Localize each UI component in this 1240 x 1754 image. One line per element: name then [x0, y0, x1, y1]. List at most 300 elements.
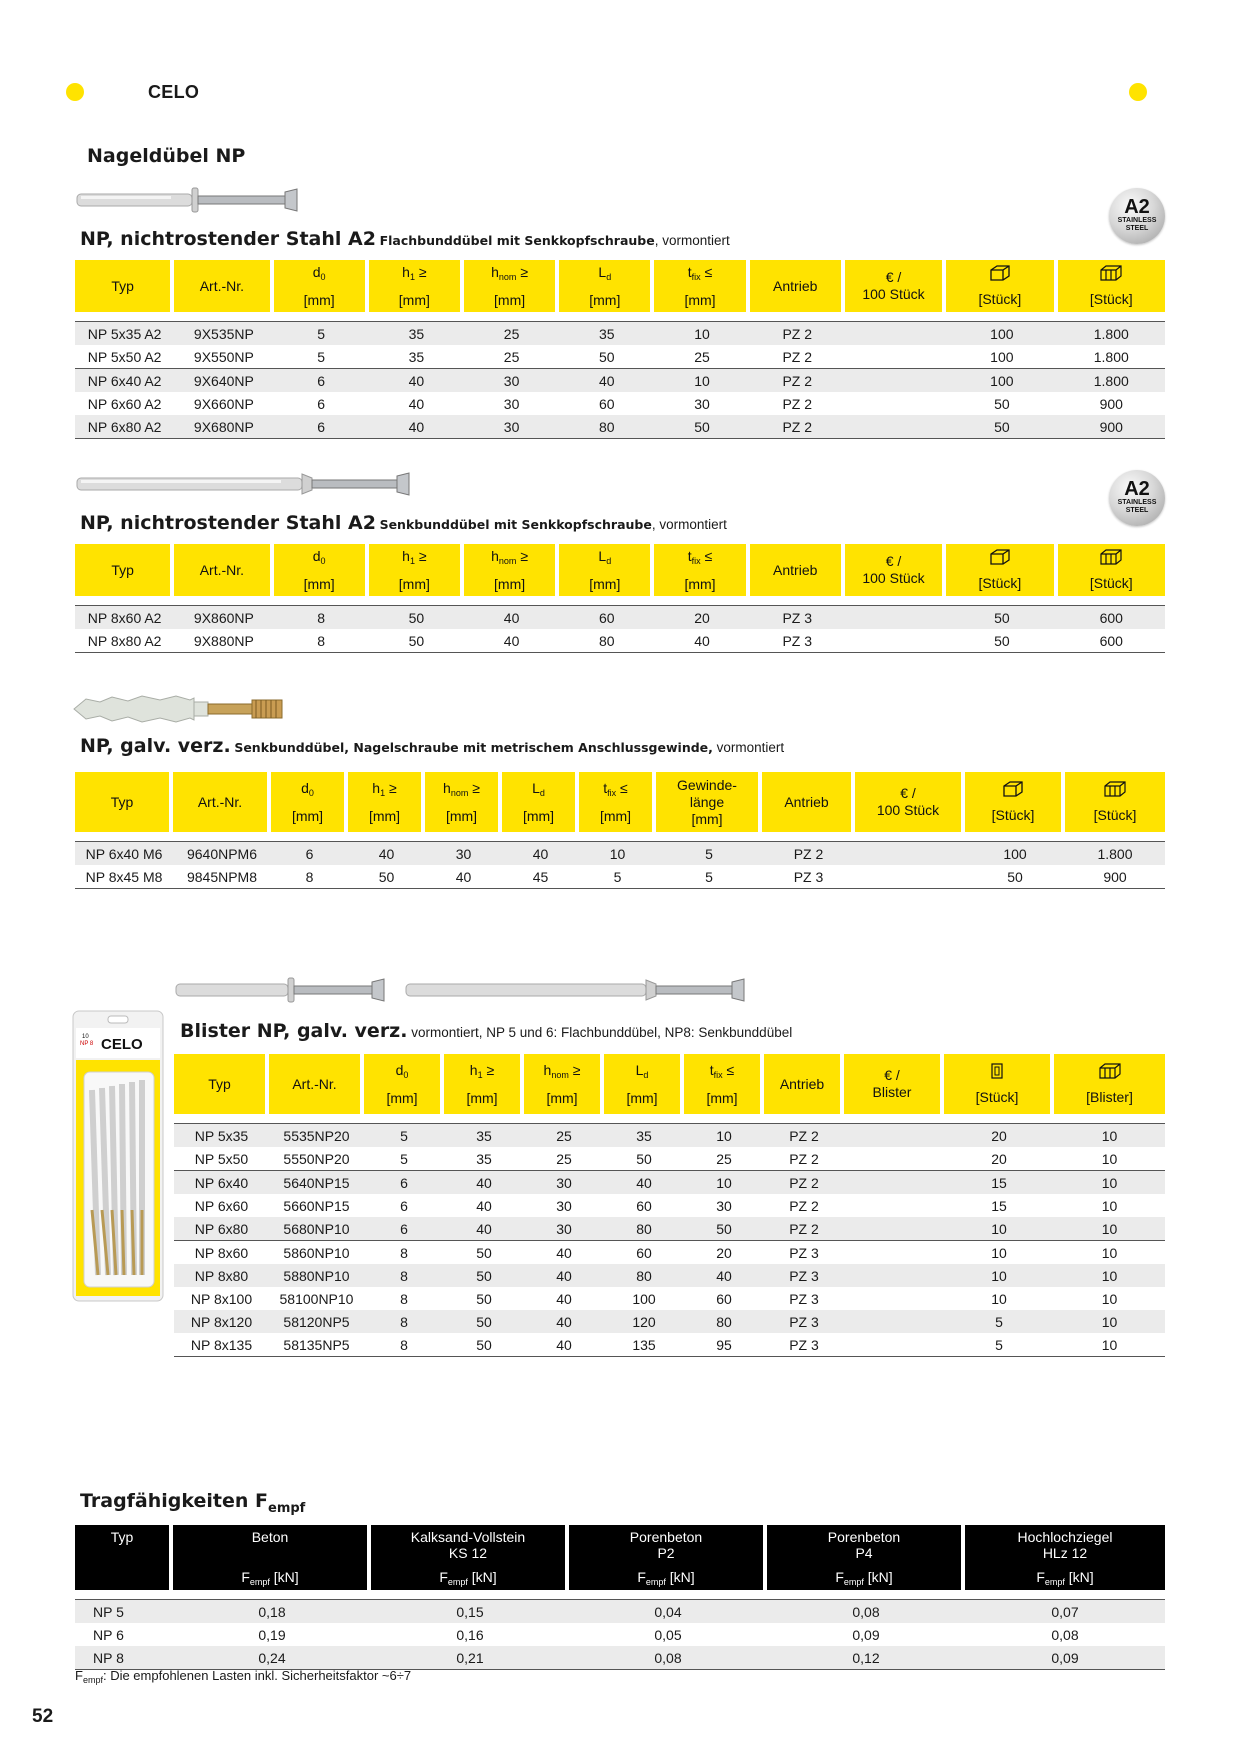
col-art: Art.-Nr. — [174, 260, 273, 312]
table-cell: 10 — [944, 1217, 1054, 1241]
header-text: F — [1036, 1569, 1045, 1585]
blister-card-icon — [985, 1063, 1009, 1079]
col-pack-small — [965, 772, 1065, 832]
table-cell: 80 — [559, 629, 654, 653]
table-cell: 5 — [944, 1310, 1054, 1333]
header-text — [967, 1569, 1163, 1590]
table-cell: 40 — [369, 369, 464, 392]
table-cell: 1.800 — [1065, 841, 1165, 865]
table-cell: PZ 2 — [764, 1217, 844, 1241]
table-cell: 40 — [502, 841, 579, 865]
table-cell — [845, 345, 946, 369]
header-text: 0 — [308, 787, 314, 798]
table-cell: 30 — [464, 415, 559, 439]
header-text: [mm] — [589, 291, 621, 308]
col-kalksand — [371, 1525, 569, 1590]
table-cell — [844, 1147, 944, 1171]
table-cell: 5660NP15 — [283, 1197, 350, 1214]
header-text: F — [241, 1569, 250, 1585]
header-text: [mm] — [599, 807, 632, 824]
table-cell: 600 — [1058, 629, 1165, 653]
table-cell: 10 — [944, 1264, 1054, 1287]
header-text: KS 12 — [448, 1545, 488, 1561]
table-cell: 58100NP10 — [279, 1290, 354, 1307]
table-cell: 50 — [994, 395, 1010, 412]
table-cell: 25 — [464, 345, 559, 369]
table-row — [75, 1646, 1165, 1670]
header-text: [mm] — [684, 291, 716, 308]
table-cell: 8 — [364, 1310, 444, 1333]
header-text: empf — [843, 1577, 864, 1587]
col-price — [855, 772, 965, 832]
table-cell: 10 — [1054, 1310, 1165, 1333]
table-cell: NP 8x120 — [174, 1310, 269, 1333]
header-text: L — [598, 263, 607, 280]
table-cell: 60 — [636, 1244, 652, 1261]
header-text: ≥ — [520, 547, 529, 564]
table-cell: NP 8x135 — [174, 1333, 269, 1357]
col-tfix — [684, 1054, 764, 1114]
table-cell: 20 — [654, 605, 749, 629]
table-row — [75, 392, 1165, 415]
table-cell: 5535NP20 — [269, 1123, 364, 1147]
header-text: empf — [645, 1577, 666, 1587]
col-art: Art.-Nr. — [269, 1054, 364, 1114]
header-text: [mm] — [706, 1089, 738, 1106]
table-cell: 30 — [425, 841, 502, 865]
header-text: d — [606, 555, 612, 566]
table-cell: PZ 2 — [764, 1147, 844, 1171]
blister-label: NP 8 — [80, 1041, 94, 1047]
header-text: h — [469, 1061, 478, 1078]
badge-bottom-text: STAINLESS STEEL — [1117, 217, 1157, 232]
header-text — [769, 1569, 959, 1590]
table-cell: 40 — [556, 1244, 572, 1261]
header-text: HLz 12 — [1042, 1545, 1088, 1561]
section-title-note: , vormontiert — [654, 233, 730, 248]
section-title-main: NP, nichtrostender Stahl A2 — [80, 512, 376, 534]
table-cell: 8 — [274, 629, 369, 653]
col-price — [845, 544, 946, 596]
header-text: 1 — [380, 787, 386, 798]
table-cell: 5 — [656, 865, 762, 889]
table-cell: NP 8x80 A2 — [75, 629, 174, 653]
header-text: fix — [713, 1069, 723, 1080]
table-cell: 10 — [1054, 1123, 1165, 1147]
section-title-desc: Flachbunddübel mit Senkkopfschraube — [379, 233, 655, 248]
table-cell: 6 — [317, 395, 326, 412]
section-title-desc: Senkbunddübel, Nagelschraube mit metrischem Anschlussgewinde, — [234, 740, 713, 755]
table-cell: 0,07 — [965, 1599, 1165, 1623]
col-d0 — [274, 544, 369, 596]
box-large-icon — [1103, 781, 1127, 797]
table-cell: 6 — [274, 369, 369, 392]
table-cell: 8 — [400, 1244, 408, 1261]
table-cell: 25 — [684, 1147, 764, 1171]
header-text: [mm] — [691, 810, 723, 827]
table-cell: 10 — [991, 1290, 1007, 1307]
table-row — [75, 321, 1165, 345]
table-cell: 95 — [684, 1333, 764, 1357]
header-text: [mm] — [684, 575, 716, 592]
col-price — [845, 260, 946, 312]
table-cell: 10 — [1054, 1171, 1165, 1194]
table-cell: 35 — [444, 1147, 524, 1171]
table-cell: 135 — [604, 1333, 684, 1357]
table-cell — [844, 1264, 944, 1287]
table-cell: 0,15 — [371, 1599, 569, 1623]
table-cell: 50 — [946, 605, 1057, 629]
col-price — [844, 1054, 944, 1114]
table-cell: 60 — [599, 395, 615, 412]
table-cell: 50 — [946, 629, 1057, 653]
col-antrieb: Antrieb — [764, 1054, 844, 1114]
header-text: ≥ — [418, 263, 427, 280]
col-ld — [502, 772, 579, 832]
table-cell: 50 — [559, 345, 654, 369]
table-cell: 50 — [476, 1290, 492, 1307]
table-row — [174, 1264, 1165, 1287]
table-cell: NP 6x60 — [194, 1197, 249, 1214]
table-cell — [845, 415, 946, 439]
table-cell: 50 — [369, 629, 464, 653]
table-row — [174, 1310, 1165, 1333]
header-text: [mm] — [546, 1089, 578, 1106]
table-cell: 40 — [684, 1264, 764, 1287]
table-cell: 0,08 — [569, 1646, 767, 1670]
table-cell — [855, 841, 965, 865]
table-row — [174, 1147, 1165, 1171]
table-cell: 0,09 — [852, 1626, 880, 1643]
col-ld — [604, 1054, 684, 1114]
table-cell: 8 — [364, 1333, 444, 1357]
header-text: ≥ — [520, 263, 529, 280]
brand-name: CELO — [148, 82, 200, 102]
table-cell: 5880NP10 — [269, 1264, 364, 1287]
table-cell: 80 — [684, 1310, 764, 1333]
box-large-icon — [1099, 265, 1123, 281]
header-text: nom — [498, 271, 517, 282]
section-title-note: vormontiert — [712, 740, 785, 755]
table-cell: 5640NP15 — [269, 1171, 364, 1194]
header-text: [mm] — [303, 291, 335, 308]
footnote: $F_{empf}$: Die empfohlenen Lasten inkl. Sicherheitsfaktor ~6÷7 — [75, 1668, 412, 1685]
col-typ: Typ — [174, 1054, 269, 1114]
table-cell: PZ 2 — [750, 369, 845, 392]
table-cell: 25 — [654, 345, 749, 369]
badge-top-text: A2 — [1124, 478, 1150, 500]
table-cell: 10 — [1101, 1290, 1118, 1307]
col-antrieb: Antrieb — [750, 260, 845, 312]
col-d0 — [364, 1054, 444, 1114]
table-cell: 0,08 — [1051, 1626, 1079, 1643]
col-art: Art.-Nr. — [173, 772, 271, 832]
section-title-main: NP, nichtrostender Stahl A2 — [80, 228, 376, 250]
table-cell: 600 — [1058, 605, 1165, 629]
table-cell — [844, 1171, 944, 1194]
yellow-dot-right — [1129, 83, 1147, 101]
col-porenbeton-p2 — [569, 1525, 767, 1590]
header-text: ≤ — [704, 263, 713, 280]
table-cell: 50 — [476, 1244, 492, 1261]
table-cell: 30 — [694, 395, 710, 412]
header-text: Porenbeton — [629, 1529, 703, 1545]
table-cell: 20 — [944, 1147, 1054, 1171]
anchor-countersunk-image — [75, 470, 415, 498]
section-title-main: Blister NP, galv. verz. — [180, 1020, 408, 1042]
header-text: Beton — [251, 1529, 289, 1545]
table-cell: 5 — [944, 1333, 1054, 1357]
table-cell: NP 6x40 M6 — [75, 841, 173, 865]
table-cell: 8 — [271, 865, 348, 889]
table-cell — [844, 1217, 944, 1241]
table-cell: 35 — [369, 345, 464, 369]
box-small-icon — [988, 549, 1012, 565]
table-cell: 58120NP5 — [269, 1310, 364, 1333]
col-pack-large — [1058, 260, 1165, 312]
table-cell: 0,08 — [767, 1599, 965, 1623]
table-cell: 6 — [364, 1217, 444, 1241]
table-cell: 5 — [364, 1123, 444, 1147]
table-cell: 40 — [604, 1171, 684, 1194]
col-hnom — [464, 544, 559, 596]
header-text: 1 — [477, 1069, 483, 1080]
table-cell: 5550NP20 — [269, 1147, 364, 1171]
spec-table-blister — [174, 1054, 1165, 1357]
table-cell — [844, 1123, 944, 1147]
col-art: Art.-Nr. — [174, 544, 273, 596]
header-text — [175, 1569, 365, 1590]
table-cell: 9X880NP — [174, 629, 273, 653]
col-d0 — [271, 772, 348, 832]
table-cell: 40 — [559, 369, 654, 392]
header-text: [mm] — [368, 807, 401, 824]
table-cell: 40 — [464, 629, 559, 653]
table-cell: 40 — [369, 415, 464, 439]
spec-table-1 — [75, 260, 1165, 439]
header-text — [571, 1569, 761, 1590]
header-text: [mm] — [494, 575, 526, 592]
header-text: € / — [885, 553, 902, 569]
table-row — [75, 841, 1165, 865]
table-cell: 45 — [502, 865, 579, 889]
col-hochlochziegel — [965, 1525, 1165, 1590]
table-cell — [75, 1590, 1165, 1599]
header-text: Gewinde- — [677, 776, 737, 793]
box-small-icon — [988, 265, 1012, 281]
header-text: [Stück] — [991, 806, 1035, 823]
header-text: [kN] — [665, 1569, 695, 1585]
table-cell: 40 — [408, 395, 425, 412]
table-cell: 100 — [632, 1290, 656, 1307]
table-cell: 50 — [654, 415, 749, 439]
header-text: Blister — [872, 1084, 912, 1100]
table-row — [75, 1599, 1165, 1623]
col-tfix — [579, 772, 656, 832]
table-cell: NP 5x35 — [174, 1123, 269, 1147]
box-large-icon — [1098, 1063, 1122, 1079]
header-text: L — [532, 779, 540, 796]
table-cell: 10 — [1054, 1264, 1165, 1287]
header-text: [mm] — [522, 807, 555, 824]
table-cell: 5 — [579, 865, 656, 889]
table-cell: PZ 3 — [764, 1264, 844, 1287]
header-text: d — [643, 1069, 649, 1080]
header-text: Typ — [110, 1529, 134, 1545]
table-cell: 0,04 — [569, 1599, 767, 1623]
box-large-icon — [1099, 549, 1123, 565]
table-cell: 35 — [559, 321, 654, 345]
header-text: [mm] — [494, 291, 526, 308]
col-h1 — [369, 260, 464, 312]
table-cell: 10 — [654, 369, 749, 392]
table-cell: 5860NP10 — [283, 1244, 350, 1261]
anchor-metric-thread-image — [72, 690, 292, 728]
table-cell: PZ 2 — [750, 415, 845, 439]
table-cell: NP 5 — [75, 1599, 173, 1623]
table-cell — [845, 605, 946, 629]
header-text: h — [491, 263, 499, 280]
header-text: Porenbeton — [827, 1529, 901, 1545]
table-cell: 60 — [716, 1290, 732, 1307]
col-typ: Typ — [75, 772, 173, 832]
table-cell: 40 — [464, 605, 559, 629]
col-beton — [173, 1525, 371, 1590]
header-text: nom — [498, 555, 517, 566]
table-cell: 30 — [464, 369, 559, 392]
table-cell: NP 6x40 A2 — [75, 369, 174, 392]
table-cell: 50 — [348, 865, 425, 889]
col-ld — [559, 260, 654, 312]
header-text: d — [606, 271, 612, 282]
table-cell: PZ 3 — [750, 629, 845, 653]
table-cell: 5 — [364, 1147, 444, 1171]
table-cell: 10 — [1054, 1217, 1165, 1241]
table-cell: 5 — [274, 345, 369, 369]
col-gewindelaenge — [656, 772, 762, 832]
blister-pack-image — [72, 1010, 164, 1302]
table-cell: 0,09 — [965, 1646, 1165, 1670]
header-text: ≥ — [389, 779, 397, 796]
table-cell: 50 — [965, 865, 1065, 889]
header-text: t — [603, 779, 608, 796]
col-typ: Typ — [75, 544, 174, 596]
table-cell: 30 — [524, 1171, 604, 1194]
table-row — [174, 1123, 1165, 1147]
table-cell: PZ 2 — [750, 321, 845, 345]
table-cell: 10 — [1101, 1244, 1118, 1261]
header-text: empf — [447, 1577, 468, 1587]
table-row — [75, 629, 1165, 653]
table-cell: 35 — [604, 1123, 684, 1147]
table-cell: 10 — [991, 1244, 1007, 1261]
col-pack-small — [944, 1054, 1054, 1114]
table-cell: 35 — [369, 321, 464, 345]
table-cell: 15 — [944, 1171, 1054, 1194]
table-cell: 15 — [991, 1197, 1007, 1214]
header-text: fix — [691, 555, 701, 566]
header-text: 1 — [409, 271, 415, 282]
header-text: nom — [551, 1069, 569, 1080]
col-hnom — [464, 260, 559, 312]
table-cell: NP 6x40 — [174, 1171, 269, 1194]
header-text: [mm] — [466, 1089, 498, 1106]
table-cell: 58135NP5 — [269, 1333, 364, 1357]
header-text: h — [543, 1061, 552, 1078]
header-text: [mm] — [445, 807, 478, 824]
col-tfix — [654, 260, 749, 312]
table-cell: NP 8 — [75, 1646, 173, 1670]
header-text: Hochlochziegel — [1017, 1529, 1113, 1545]
header-text: h — [372, 779, 381, 796]
table-cell — [844, 1310, 944, 1333]
header-text: ≥ — [486, 1061, 495, 1078]
header-text: 100 Stück — [862, 286, 925, 302]
table-cell: 8 — [364, 1264, 444, 1287]
section-title — [80, 228, 730, 250]
anchor-flat-head-image — [174, 976, 389, 1004]
header-text: [Stück] — [978, 574, 1022, 591]
table-cell — [844, 1287, 944, 1310]
table-cell: 5 — [274, 321, 369, 345]
table-cell: 9X680NP — [174, 415, 273, 439]
header-text: 0 — [320, 271, 326, 282]
table-cell: 40 — [524, 1310, 604, 1333]
table-cell: PZ 3 — [789, 1290, 819, 1307]
table-cell: 30 — [556, 1197, 572, 1214]
header-text: fix — [607, 787, 617, 798]
table-cell — [845, 321, 946, 345]
header-text: länge — [689, 793, 725, 810]
table-cell: 20 — [716, 1244, 732, 1261]
table-cell: 10 — [1101, 1197, 1118, 1214]
table-cell: 40 — [524, 1264, 604, 1287]
badge-bottom-text: STAINLESS STEEL — [1117, 499, 1157, 514]
table-cell — [845, 629, 946, 653]
stainless-steel-badge — [1109, 188, 1165, 244]
table-cell: 8 — [274, 605, 369, 629]
header-text: F — [637, 1569, 646, 1585]
table-cell: 30 — [503, 395, 520, 412]
table-cell: 10 — [579, 841, 656, 865]
table-row — [75, 345, 1165, 369]
header-text: empf — [1044, 1577, 1065, 1587]
yellow-dot-left — [66, 83, 84, 101]
table-cell: 9X660NP — [193, 395, 254, 412]
table-cell: PZ 2 — [782, 395, 813, 412]
table-cell: 0,21 — [371, 1646, 569, 1670]
load-capacity-table — [75, 1525, 1165, 1670]
header-text: t — [687, 263, 692, 280]
table-row — [174, 1333, 1165, 1357]
header-text: ≥ — [472, 779, 480, 796]
header-text: [Stück] — [1089, 574, 1133, 591]
section-title-note: , vormontiert — [651, 517, 727, 532]
col-hnom — [425, 772, 502, 832]
table-cell: PZ 2 — [789, 1197, 819, 1214]
header-text: [mm] — [626, 1089, 658, 1106]
table-cell: NP 8x60 A2 — [75, 605, 174, 629]
header-text: € / — [884, 1067, 900, 1083]
header-text: € / — [900, 785, 916, 801]
spec-table-2 — [75, 544, 1165, 653]
table-cell — [845, 392, 946, 415]
table-cell: 900 — [1058, 415, 1165, 439]
table-cell: 40 — [524, 1333, 604, 1357]
table-cell: 900 — [1099, 395, 1123, 412]
col-hnom — [524, 1054, 604, 1114]
header-text: [mm] — [398, 575, 430, 592]
